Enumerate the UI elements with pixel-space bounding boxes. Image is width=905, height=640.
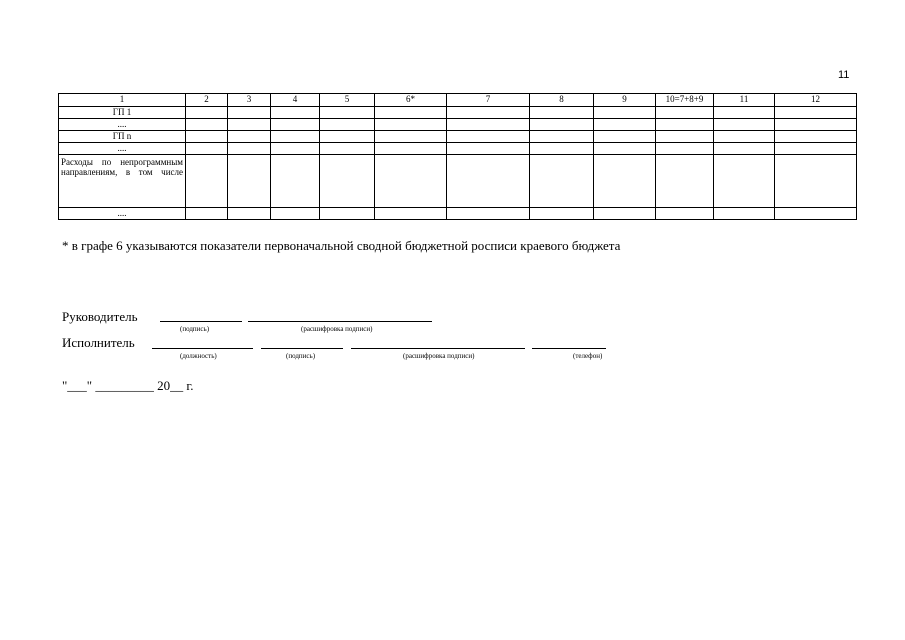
- date-line: "___" _________ 20__ г.: [62, 378, 194, 393]
- head-signature-line: [160, 321, 242, 322]
- header-cell: 6*: [375, 94, 447, 107]
- header-cell: 4: [271, 94, 320, 107]
- header-cell: 2: [186, 94, 228, 107]
- report-table: [58, 93, 857, 220]
- executor-position-line: [152, 348, 253, 349]
- executor-signature-line: [261, 348, 343, 349]
- executor-caption-decoding: (расшифровка подписи): [403, 352, 475, 360]
- executor-decoding-line: [351, 348, 525, 349]
- head-decoding-line: [248, 321, 432, 322]
- header-cell: 10=7+8+9: [656, 94, 714, 107]
- row-label: ....: [59, 208, 186, 220]
- header-cell: 11: [714, 94, 775, 107]
- executor-caption-phone: (телефон): [573, 352, 603, 360]
- table-row: [59, 131, 857, 143]
- table-header-row: [59, 94, 857, 107]
- footnote: * в графе 6 указываются показатели первоначальной сводной бюджетной росписи краевого бюджета: [62, 238, 621, 253]
- header-cell: 3: [228, 94, 271, 107]
- table-row: [59, 119, 857, 131]
- executor-label: Исполнитель: [62, 335, 135, 350]
- table-row: [59, 107, 857, 119]
- row-label: Расходы по непрограммным направлениям, в том числе: [59, 155, 186, 208]
- table-row: [59, 143, 857, 155]
- executor-caption-position: (должность): [180, 352, 217, 360]
- head-label: Руководитель: [62, 309, 138, 324]
- head-caption-decoding: (расшифровка подписи): [301, 325, 373, 333]
- row-label: ГП 1: [59, 107, 186, 119]
- header-cell: 12: [775, 94, 857, 107]
- header-cell: 1: [59, 94, 186, 107]
- page-number: 11: [838, 69, 850, 81]
- table-row: [59, 155, 857, 208]
- row-label: ГП n: [59, 131, 186, 143]
- row-label: ....: [59, 143, 186, 155]
- executor-phone-line: [532, 348, 606, 349]
- table-row: [59, 208, 857, 220]
- header-cell: 7: [447, 94, 530, 107]
- executor-caption-signature: (подпись): [286, 352, 316, 360]
- header-cell: 5: [320, 94, 375, 107]
- header-cell: 9: [594, 94, 656, 107]
- row-label: ....: [59, 119, 186, 131]
- head-caption-signature: (подпись): [180, 325, 210, 333]
- header-cell: 8: [530, 94, 594, 107]
